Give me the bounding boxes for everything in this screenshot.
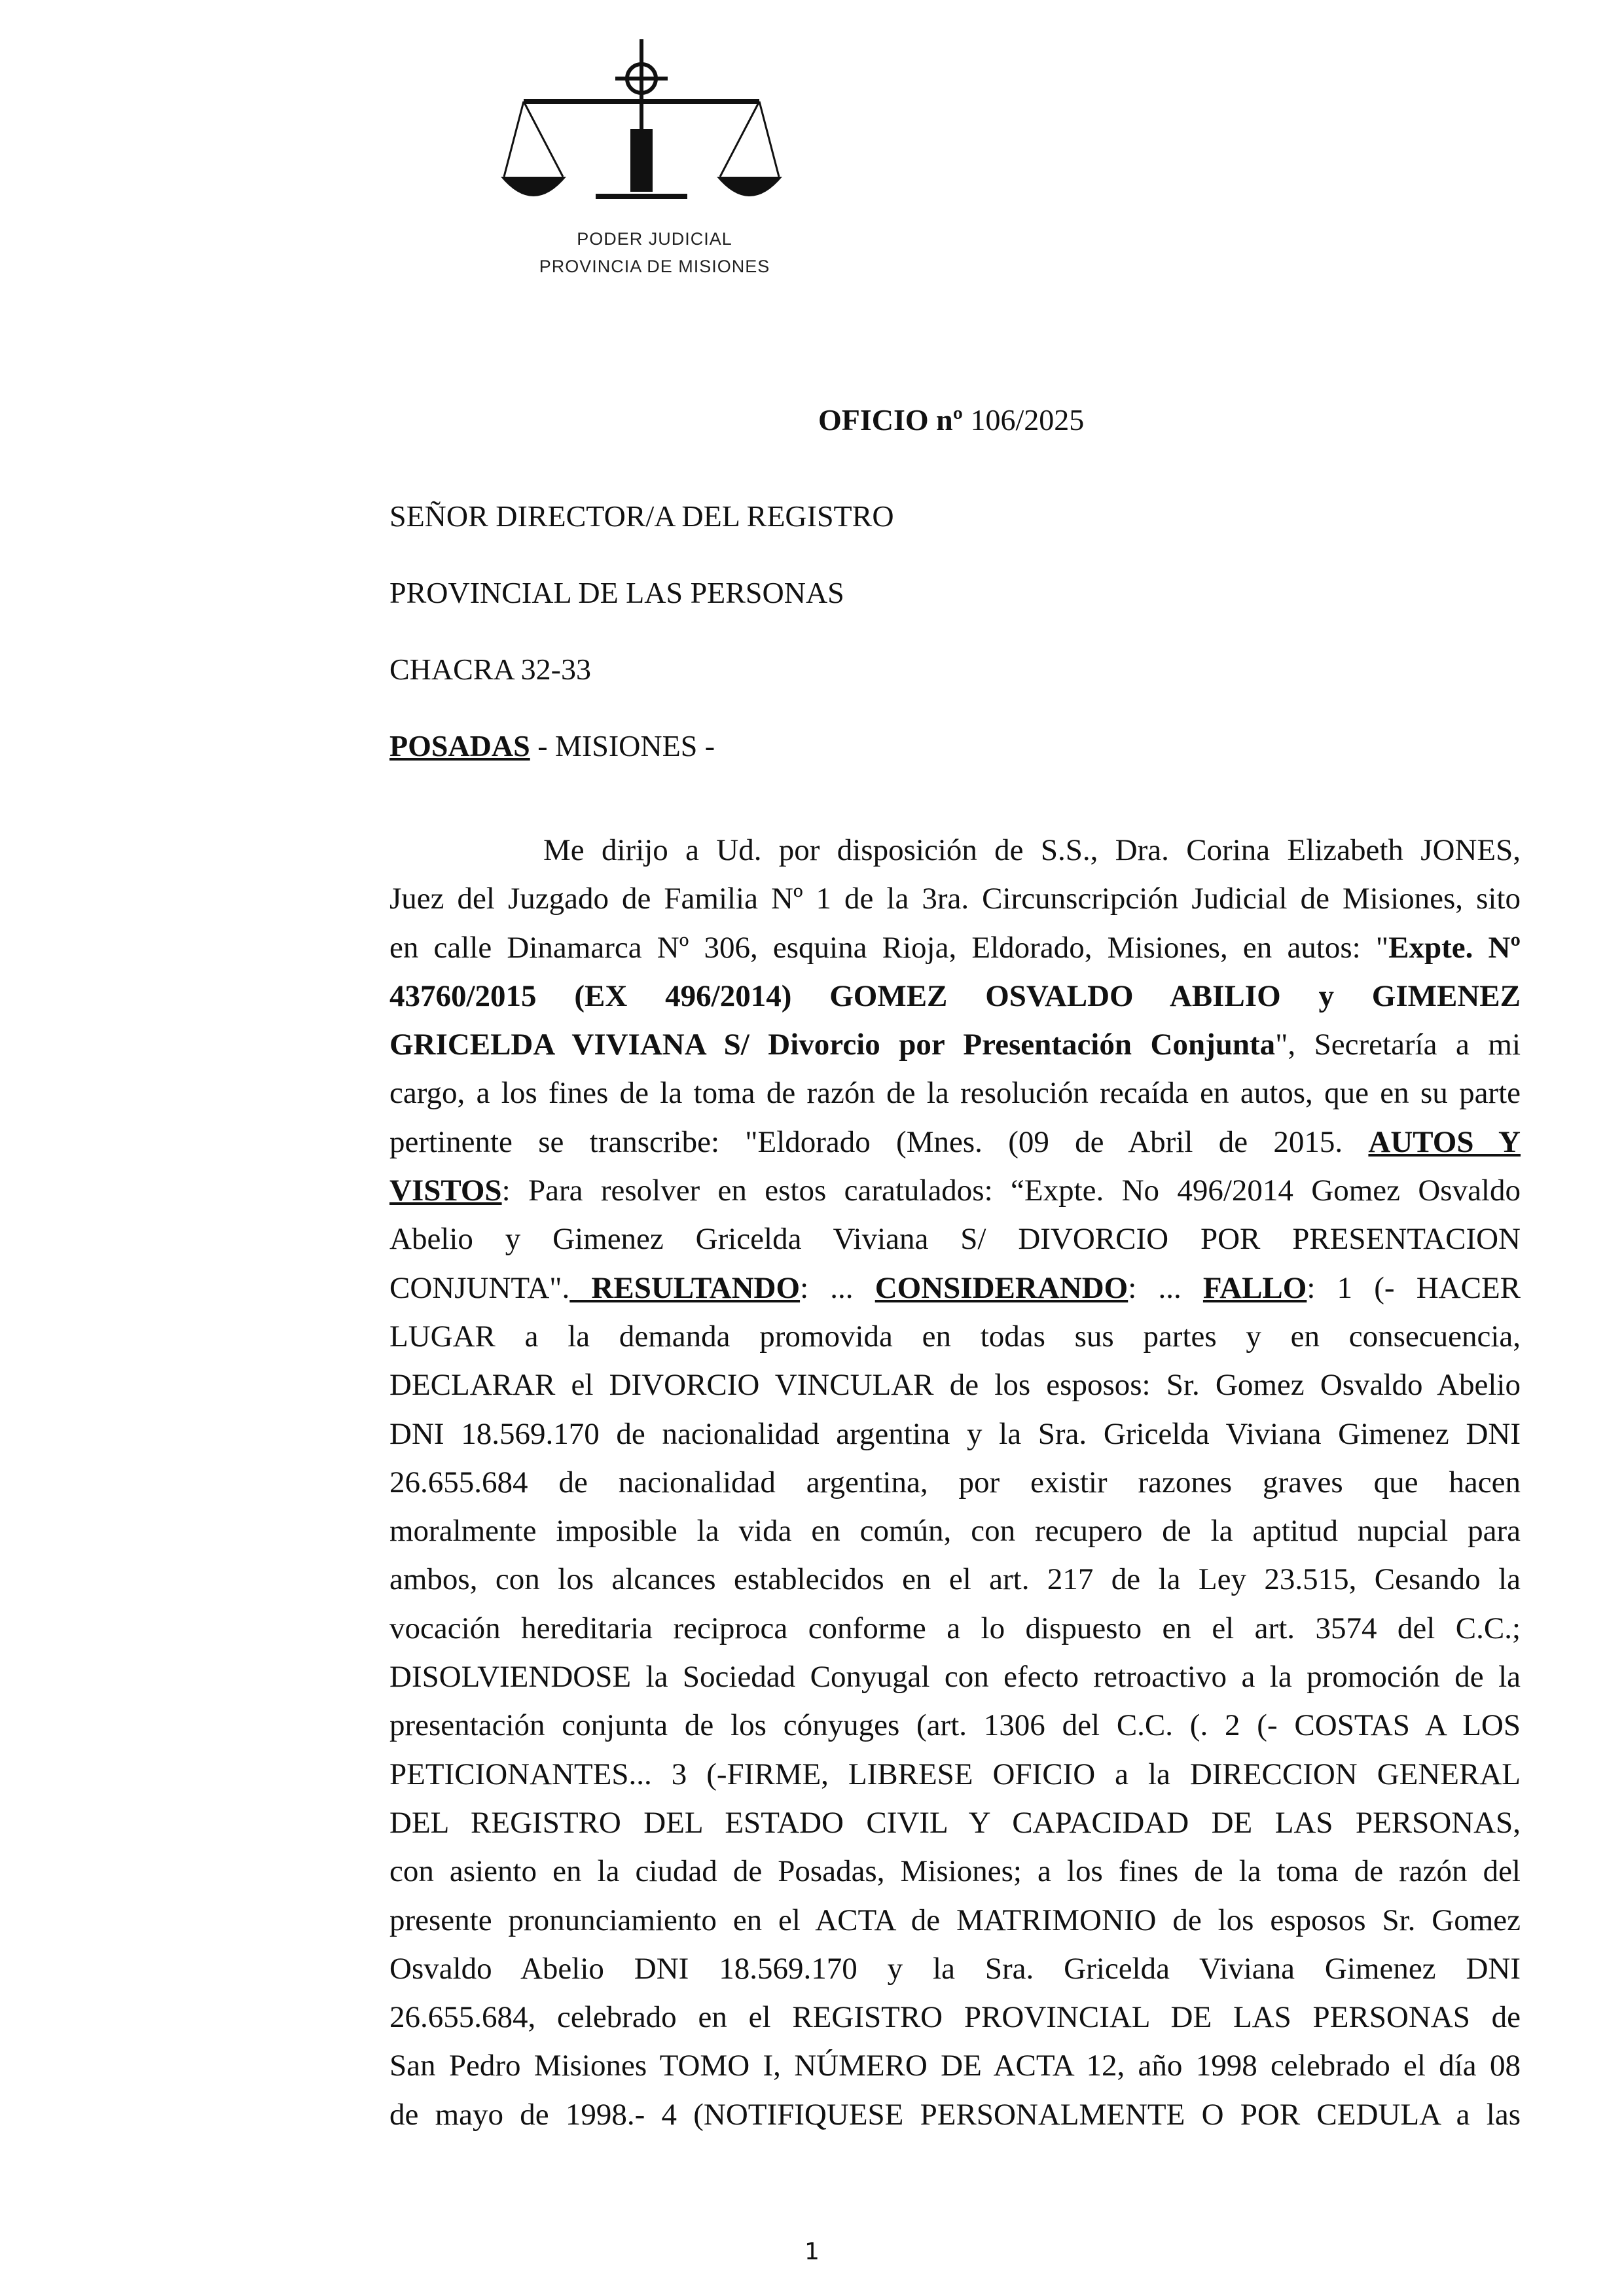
body-line (389, 1945, 1521, 1993)
body-line (389, 924, 1521, 972)
emphasis-text: AUTOS Y (1368, 1124, 1521, 1159)
body-line (389, 1166, 1521, 1215)
body-text: vocación hereditaria reciproca conforme a lo dispuesto en el art. 3574 del C.C.; (389, 1611, 1521, 1645)
body-line (389, 826, 1521, 874)
body-line (389, 1215, 1521, 1263)
body-line (389, 1750, 1521, 1799)
recipient-city-line (389, 728, 715, 763)
body-text: en calle Dinamarca Nº 306, esquina Rioja, Eldorado, Misiones, en autos: " (389, 930, 1389, 965)
body-text: pertinente se transcribe: "Eldorado (Mnes. (09 de Abril de 2015. (389, 1124, 1369, 1159)
logo-line-2: PROVINCIA DE MISIONES (539, 257, 770, 276)
recipient-line-3: CHACRA 32-33 (389, 653, 591, 686)
body-text: : ... (800, 1270, 875, 1305)
body-text: Me dirijo a Ud. por disposición de S.S., Dra. Corina Elizabeth JONES, (543, 833, 1521, 867)
body-text: ambos, con los alcances establecidos en el art. 217 de la Ley 23.515, Cesando la (389, 1562, 1521, 1597)
body-text: presente pronunciamiento en el ACTA de MATRIMONIO de los esposos Sr. Gomez (389, 1903, 1521, 1937)
body-line (389, 1069, 1521, 1117)
recipient-province: - MISIONES - (530, 729, 715, 762)
body-text: de mayo de 1998.- 4 (NOTIFIQUESE PERSONALMENTE O POR CEDULA a las (389, 2097, 1521, 2132)
body-text: PETICIONANTES... 3 (-FIRME, LIBRESE OFICIO a la DIRECCION GENERAL (389, 1757, 1521, 1791)
body-line (389, 2041, 1521, 2090)
recipient-city: POSADAS (389, 729, 530, 762)
body-text: con asiento en la ciudad de Posadas, Misiones; a los fines de la toma de razón del (389, 1854, 1521, 1889)
body-line (389, 1410, 1521, 1458)
body-line (389, 1653, 1521, 1701)
body-line (389, 1020, 1521, 1069)
body-line (389, 1896, 1521, 1945)
body-text: Abelio y Gimenez Gricelda Viviana S/ DIVORCIO POR PRESENTACION (389, 1222, 1521, 1257)
emphasis-text: RESULTANDO (569, 1270, 801, 1305)
body-text: DNI 18.569.170 de nacionalidad argentina y la Sra. Gricelda Viviana Gimenez DNI (389, 1416, 1521, 1451)
body-line (389, 1264, 1521, 1312)
emphasis-text: CONSIDERANDO (875, 1270, 1128, 1305)
body-line (389, 1118, 1521, 1166)
body-text: : 1 (- HACER (1307, 1270, 1521, 1305)
body-line (389, 1312, 1521, 1361)
body-line (389, 1847, 1521, 1895)
body-text: 26.655.684, celebrado en el REGISTRO PROVINCIAL DE LAS PERSONAS de (389, 2000, 1521, 2035)
body-line (389, 2090, 1521, 2139)
body-text: : ... (1128, 1270, 1203, 1305)
body-line (389, 1458, 1521, 1507)
body-line (389, 972, 1521, 1020)
document-body (389, 826, 1521, 2139)
emphasis-text: Expte. Nº (1388, 930, 1521, 965)
body-line (389, 1701, 1521, 1749)
body-text: LUGAR a la demanda promovida en todas sus partes y en consecuencia, (389, 1319, 1521, 1354)
body-text: San Pedro Misiones TOMO I, NÚMERO DE ACTA 12, año 1998 celebrado el día 08 (389, 2049, 1521, 2083)
recipient-line-2: PROVINCIAL DE LAS PERSONAS (389, 576, 844, 609)
body-text: ", Secretaría a mi (1275, 1028, 1521, 1062)
emphasis-text: GRICELDA VIVIANA S/ Divorcio por Presentación Conjunta (389, 1028, 1276, 1062)
emphasis-text: FALLO (1202, 1270, 1307, 1305)
body-text: moralmente imposible la vida en común, con recupero de la aptitud nupcial para (389, 1514, 1521, 1549)
page-number: 1 (804, 2238, 820, 2265)
oficio-heading (818, 403, 1084, 437)
oficio-label: OFICIO nº (818, 403, 963, 437)
body-line (389, 874, 1521, 923)
emphasis-text: VISTOS (389, 1174, 502, 1208)
body-text: Osvaldo Abelio DNI 18.569.170 y la Sra. Gricelda Viviana Gimenez DNI (389, 1951, 1521, 1986)
body-text: DEL REGISTRO DEL ESTADO CIVIL Y CAPACIDAD DE LAS PERSONAS, (389, 1805, 1521, 1840)
body-text: Juez del Juzgado de Familia Nº 1 de la 3ra. Circunscripción Judicial de Misiones, sito (389, 882, 1521, 916)
body-text: : Para resolver en estos caratulados: “Expte. No 496/2014 Gomez Osvaldo (501, 1174, 1521, 1208)
judicial-scales-logo (497, 39, 785, 288)
body-line (389, 1604, 1521, 1653)
logo-line-1: PODER JUDICIAL (577, 229, 732, 249)
emphasis-text: 43760/2015 (EX 496/2014) GOMEZ OSVALDO ABILIO y GIMENEZ (389, 978, 1521, 1013)
body-text: presentación conjunta de los cónyuges (art. 1306 del C.C. (. 2 (- COSTAS A LOS (389, 1708, 1521, 1743)
body-text: 26.655.684 de nacionalidad argentina, por existir razones graves que hacen (389, 1465, 1521, 1499)
recipient-line-1: SEÑOR DIRECTOR/A DEL REGISTRO (389, 499, 894, 533)
body-text: cargo, a los fines de la toma de razón de la resolución recaída en autos, que en su parte (389, 1076, 1521, 1111)
body-line (389, 1993, 1521, 2041)
body-line (389, 1507, 1521, 1555)
oficio-number: 106/2025 (970, 403, 1085, 437)
body-text: DECLARAR el DIVORCIO VINCULAR de los esposos: Sr. Gomez Osvaldo Abelio (389, 1368, 1521, 1403)
body-text: DISOLVIENDOSE la Sociedad Conyugal con efecto retroactivo a la promoción de la (389, 1660, 1521, 1695)
body-line (389, 1799, 1521, 1847)
body-line (389, 1361, 1521, 1409)
body-line (389, 1555, 1521, 1604)
body-text: CONJUNTA". (389, 1270, 570, 1305)
